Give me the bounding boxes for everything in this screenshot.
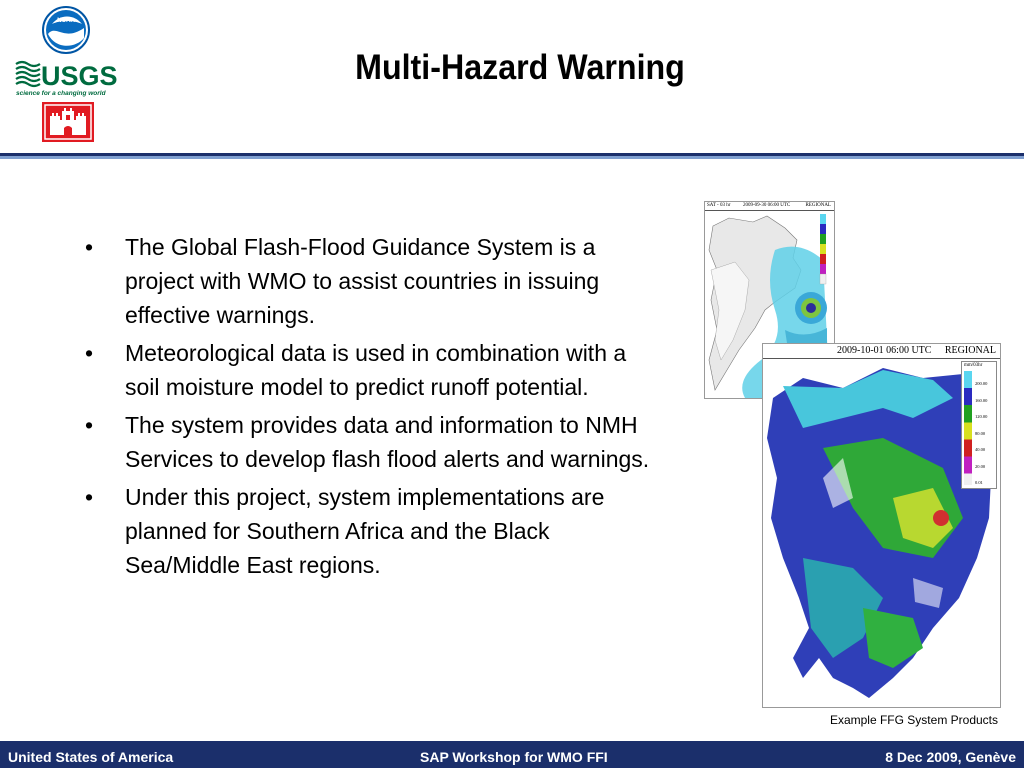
legend-tick: 20.00: [975, 463, 986, 469]
noaa-logo: [42, 6, 90, 54]
noaa-logo-text: NOAA: [57, 18, 75, 24]
bullet-text: The system provides data and information to NMH Services to develop flash flood alerts and warnings.: [125, 412, 650, 472]
bullet-text: Under this project, system implementations are planned for Southern Africa and the Black Sea/Middle East regions.: [125, 484, 605, 578]
usgs-wordmark: USGS: [41, 61, 118, 91]
legend-tick: 0.01: [975, 480, 983, 485]
usgs-logo: [14, 58, 124, 98]
bullet-item: [82, 230, 662, 332]
bullet-text: Meteorological data is used in combination with a soil moisture model to predict runoff potential.: [125, 340, 627, 400]
map1-time-label: 2009-09-30 06:00 UTC: [743, 203, 791, 208]
map2-time-label: 2009-10-01 06:00 UTC: [837, 345, 932, 356]
bullet-point: •: [85, 340, 94, 366]
bullet-text: The Global Flash-Flood Guidance System is a project with WMO to assist countries in issuing effective warnings.: [125, 234, 600, 328]
header-divider-light: [0, 156, 1024, 159]
bullet-point: •: [85, 412, 94, 438]
bullet-point: •: [85, 484, 94, 510]
map2-legend-ticks: [975, 376, 987, 492]
bullet-point: •: [85, 234, 94, 260]
bullet-item: [82, 336, 662, 404]
legend-tick: 160.00: [975, 397, 988, 403]
footer-date-location: 8 Dec 2009, Genève: [885, 749, 1016, 765]
map2-region-label: REGIONAL: [944, 345, 996, 356]
footer-bar: [0, 741, 1024, 768]
usace-castle-logo: [42, 102, 94, 142]
ffg-regional-rainfall-map: [762, 343, 1001, 708]
legend-tick: 40.00: [975, 447, 986, 452]
slide-title: Multi-Hazard Warning: [355, 48, 685, 87]
map1-legend: [819, 214, 831, 286]
legend-tick: 120.00: [975, 414, 988, 419]
bullet-item: [82, 480, 662, 582]
map2-legend: [961, 361, 997, 489]
map2-legend-units: mm/03hr: [964, 363, 983, 368]
figure-caption: Example FFG System Products: [829, 713, 998, 727]
map1-left-label: SAT - 03 hr: [707, 203, 731, 208]
map2-header: [763, 344, 1000, 359]
legend-tick: 200.00: [975, 381, 988, 386]
footer-event: SAP Workshop for WMO FFI: [420, 749, 608, 765]
map2-legend-colorbar: [964, 371, 972, 485]
legend-tick: 80.00: [975, 430, 986, 436]
footer-country: United States of America: [8, 749, 174, 765]
bullet-item: [82, 408, 662, 476]
usgs-tagline: science for a changing world: [16, 90, 106, 97]
bullet-list: [82, 230, 662, 586]
map1-region-label: REGIONAL: [805, 203, 831, 208]
